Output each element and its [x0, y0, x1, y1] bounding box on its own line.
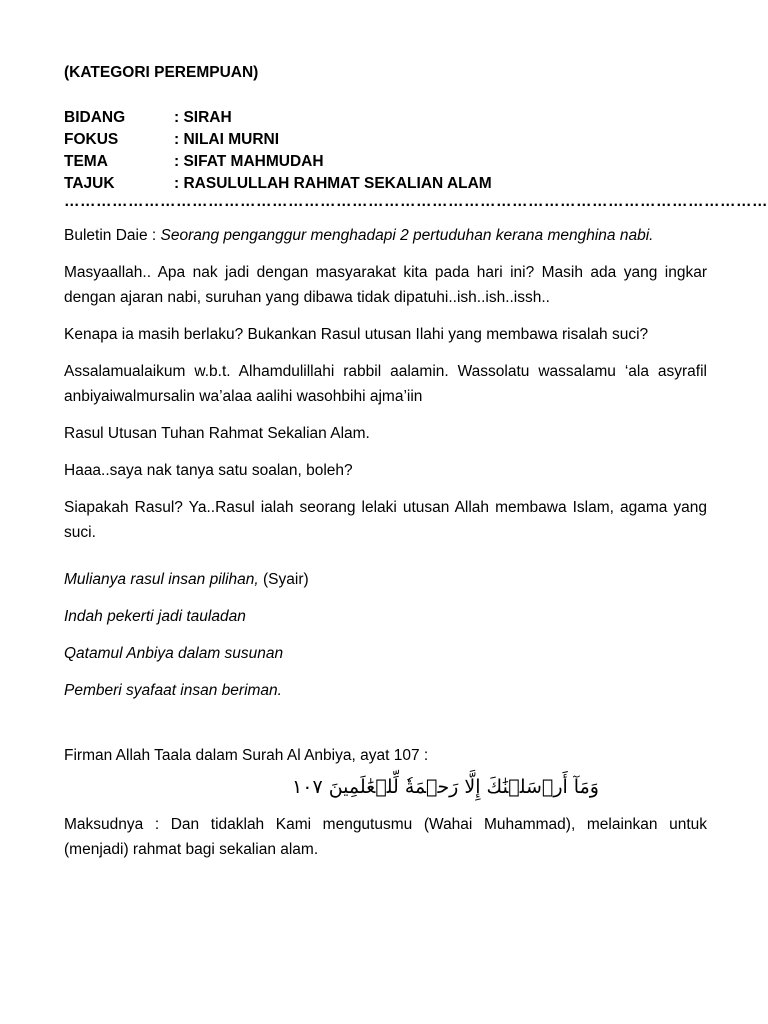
meta-value: : NILAI MURNI: [174, 129, 279, 151]
body-paragraph: Siapakah Rasul? Ya..Rasul ialah seorang lelaki utusan Allah membawa Islam, agama yang suci.: [64, 499, 707, 541]
arabic-verse: وَمَآ أَرۡسَلۡنَٰكَ إِلَّا رَحۡمَةٗ لِّلۡعَٰلَمِينَ ١٠٧: [292, 776, 599, 798]
body-paragraph: Masyaallah.. Apa nak jadi dengan masyarakat kita pada hari ini? Masih ada yang ingkar dengan ajaran nabi, suruhan yang dibawa tidak dipatuhi..ish..ish..issh..: [64, 264, 707, 306]
maksudnya-paragraph: Maksudnya : Dan tidaklah Kami mengutusmu (Wahai Muhammad), melainkan untuk (menjadi) rahmat bagi sekalian alam.: [64, 816, 707, 858]
syair-label: (Syair): [258, 571, 309, 588]
meta-key: FOKUS: [64, 131, 119, 148]
meta-key: TEMA: [64, 153, 108, 170]
meta-key: BIDANG: [64, 109, 126, 126]
syair-poem: [64, 567, 707, 703]
category-heading: (KATEGORI PEREMPUAN): [64, 64, 259, 81]
syair-line: Indah pekerti jadi tauladan: [64, 608, 246, 625]
meta-row-bidang: [64, 107, 707, 129]
bulletin-label: Buletin Daie :: [64, 227, 161, 244]
dotted-separator: ……………………………………………………………………………………………………………………: [64, 193, 768, 210]
body-paragraph: Rasul Utusan Tuhan Rahmat Sekalian Alam.: [64, 425, 370, 442]
meta-value: : SIFAT MAHMUDAH: [174, 151, 324, 173]
body-paragraph: Assalamualaikum w.b.t. Alhamdulillahi rabbil aalamin. Wassolatu wassalamu ‘ala asyrafil anbiyaiwalmursalin wa’alaa aalihi wasohbihi ajma’iin: [64, 363, 707, 405]
meta-key: TAJUK: [64, 175, 115, 192]
meta-row-tema: [64, 151, 707, 173]
syair-line: Pemberi syafaat insan beriman.: [64, 682, 282, 699]
meta-row-fokus: [64, 129, 707, 151]
document-page: [64, 60, 768, 874]
meta-value: : RASULULLAH RAHMAT SEKALIAN ALAM: [174, 173, 492, 195]
bulletin-paragraph: [64, 223, 707, 248]
body-paragraph: Kenapa ia masih berlaku? Bukankan Rasul utusan Ilahi yang membawa risalah suci?: [64, 326, 649, 343]
bulletin-text: Seorang penganggur menghadapi 2 pertuduhan kerana menghina nabi.: [160, 227, 654, 244]
firman-intro: Firman Allah Taala dalam Surah Al Anbiya, ayat 107 :: [64, 747, 429, 764]
syair-line: [64, 567, 707, 592]
meta-value: : SIRAH: [174, 107, 232, 129]
body-paragraph: Haaa..saya nak tanya satu soalan, boleh?: [64, 462, 353, 479]
meta-row-tajuk: [64, 173, 707, 195]
syair-line-text: Mulianya rasul insan pilihan,: [64, 571, 259, 588]
syair-line: Qatamul Anbiya dalam susunan: [64, 645, 284, 662]
